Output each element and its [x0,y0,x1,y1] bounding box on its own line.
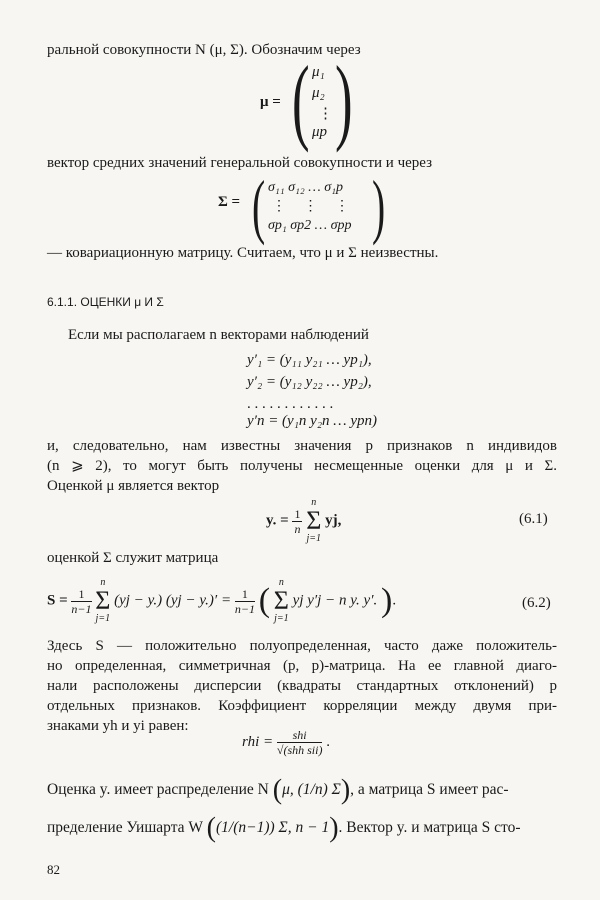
eq2-frac2-den: n−1 [234,601,255,616]
text-line: Здесь S — положительно полуопределенная, часто даже положитель- [47,638,557,654]
text-line: (n ⩾ 2), то могут быть получены несмещенные оценки для μ и Σ. [47,458,557,474]
corr-den: √(shh sii) [276,743,323,757]
eq2-lhs: S = [47,592,68,609]
eq2-sum-bottom: j=1 [95,613,111,624]
equation-number: (6.2) [522,595,551,611]
close-paren-icon: ) [340,774,351,806]
sigma-sum-icon: Σ [95,586,111,615]
open-paren-icon: ( [258,582,271,619]
eq1-rhs: yj, [325,512,342,529]
eq1-frac-num: 1 [294,506,301,521]
text-line: знаками yh и yi равен: [47,718,189,734]
eq1-frac-den: n [294,521,301,536]
text-line: Оценкой μ является вектор [47,478,220,494]
eq2-sum [95,578,110,624]
eq2-frac-den: n−1 [71,601,92,616]
mu-open-paren: ( [292,46,310,153]
eq1-fraction [292,507,302,536]
text-line [47,812,521,844]
close-paren-icon: ) [329,812,339,844]
text-line: но определенная, симметричная (p, p)-матрица. На ее главной диаго- [47,658,557,674]
eq2-sum-inner [274,578,289,624]
corr-num: shi [277,728,323,743]
eq1-sum-bottom: j=1 [306,533,322,544]
p8a-post: , а матрица S имеет рас- [350,781,509,798]
eq2-inner-sum-bottom: j=1 [274,613,289,624]
corr-lhs: rhi = [242,733,274,750]
eq1-lhs: y. = [266,512,289,529]
equation-number: (6.1) [519,511,548,527]
equation-6-2: S = $\frac{1}{n-1}$ n Σ j=1 (yj − y.) (yj − y.)′ = $\frac{1}{n-1}$ ( n Σ j=1 yj y′j − n y. y′. ). [47,577,397,624]
mu-close-paren: ) [335,46,353,153]
eq2-fraction-2 [235,587,255,616]
mu-entry: μ₁ [312,64,325,80]
close-paren-icon: ) [381,582,393,619]
text-line: оценкой Σ служит матрица [47,550,219,566]
mu-label: μ = [260,94,281,110]
p8b-post: . Вектор y. и матрица S сто- [338,819,521,836]
mu-entry: ⋮ [318,106,333,122]
page-number: 82 [47,862,60,877]
text-line [47,774,509,806]
p8a-pre: Оценка y. имеет распределение N [47,781,269,798]
corr-end: . [326,733,330,750]
sigma-label: Σ = [218,194,241,210]
eq2-fraction [71,587,91,616]
sigma-sum-icon: Σ [273,586,289,615]
mu-entry: μ₂ [312,85,325,101]
eq2-inner: yj y′j − n y. y′. [292,592,378,609]
text-line: — ковариационную матрицу. Считаем, что μ и Σ неизвестны. [47,245,439,261]
sigma-row: ⋮ ⋮ ⋮ [272,199,349,214]
sigma-row: σ₁₁ σ₁₂ … σ₁p [268,180,343,195]
open-paren-icon: ( [272,774,283,806]
sigma-close-paren: ) [372,166,386,246]
corr-fraction [277,728,323,757]
observation-line: y′n = (y₁n y₂n … ypn) [247,413,378,429]
correlation-formula [242,728,330,757]
text-line: вектор средних значений генеральной совокупности и через [47,155,433,171]
observation-line: y′₁ = (y₁₁ y₂₁ … yp₁), [247,352,372,368]
eq1-sum [306,498,321,544]
open-paren-icon: ( [206,812,216,844]
eq1-sum-top: n [311,497,317,508]
section-heading: 6.1.1. ОЦЕНКИ μ И Σ [47,295,164,309]
eq2-frac2-num: 1 [235,587,255,602]
mu-entry: μp [312,124,328,140]
text-line: отдельных признаков. Коэффициент корреляции между двумя при- [47,698,557,714]
text-line: и, следовательно, нам известны значения p признаков n индивидов [47,438,557,454]
text-line: нали расположены дисперсии (квадраты стандартных отклонений) p [47,678,557,694]
observation-line: y′₂ = (y₁₂ y₂₂ … yp₂), [247,374,372,390]
sigma-open-paren: ( [252,166,266,246]
equation-6-1 [266,498,341,544]
text-line: Если мы располагаем n векторами наблюдений [68,327,369,343]
eq2-frac-num: 1 [71,587,91,602]
observation-line: . . . . . . . . . . . . [247,396,334,412]
eq2-middle: (yj − y.) (yj − y.)′ = [114,592,232,609]
p8b-pre: пределение Уишарта W [47,819,203,836]
eq2-inner-sum-top: n [278,577,284,588]
sigma-sum-icon: Σ [306,506,322,535]
text-line: ральной совокупности N (μ, Σ). Обозначим через [47,42,361,58]
p8a-args: μ, (1/n) Σ [282,781,341,798]
eq2-sum-top: n [100,577,106,588]
p8b-args: (1/(n−1)) Σ, n − 1 [215,819,330,836]
sigma-row: σp₁ σp2 … σpp [268,218,352,233]
